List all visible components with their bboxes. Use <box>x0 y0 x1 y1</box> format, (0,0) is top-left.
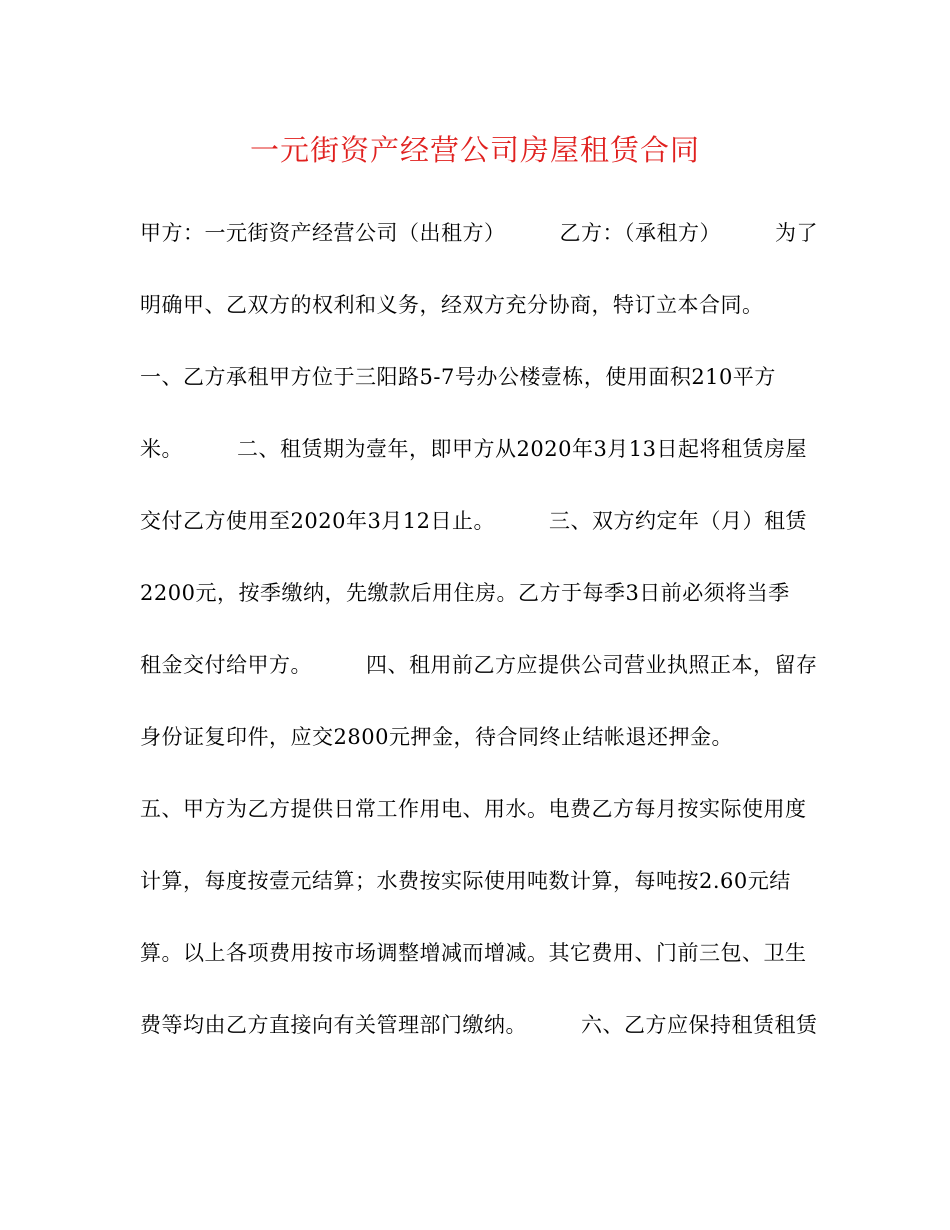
text-line: 身份证复印件，应交2800元押金，待合同终止结帐退还押金。 <box>140 725 733 749</box>
text-line: 交付乙方使用至2020年3月12日止。 三、双方约定年（月）租赁 <box>140 509 808 533</box>
text-line: 2200元，按季缴纳，先缴款后用住房。乙方于每季3日前必须将当季 <box>140 581 790 605</box>
text-line: 算。以上各项费用按市场调整增减而增减。其它费用、门前三包、卫生 <box>140 941 807 965</box>
text-line: 明确甲、乙双方的权利和义务，经双方充分协商，特订立本合同。 <box>140 293 764 317</box>
text-line: 甲方：一元街资产经营公司（出租方） 乙方：（承租方） 为了 <box>140 221 818 245</box>
text-line: 一、乙方承租甲方位于三阳路5-7号办公楼壹栋，使用面积210平方 <box>140 365 776 389</box>
document-title: 一元街资产经营公司房屋租赁合同 <box>249 133 700 167</box>
text-line: 米。 二、租赁期为壹年，即甲方从2020年3月13日起将租赁房屋 <box>140 437 808 461</box>
text-line: 五、甲方为乙方提供日常工作用电、用水。电费乙方每月按实际使用度 <box>140 797 807 821</box>
text-line: 租金交付给甲方。 四、租用前乙方应提供公司营业执照正本，留存 <box>140 653 818 677</box>
text-line: 费等均由乙方直接向有关管理部门缴纳。 六、乙方应保持租赁租赁 <box>140 1013 818 1037</box>
text-line: 计算，每度按壹元结算；水费按实际使用吨数计算，每吨按2.60元结 <box>140 869 791 893</box>
